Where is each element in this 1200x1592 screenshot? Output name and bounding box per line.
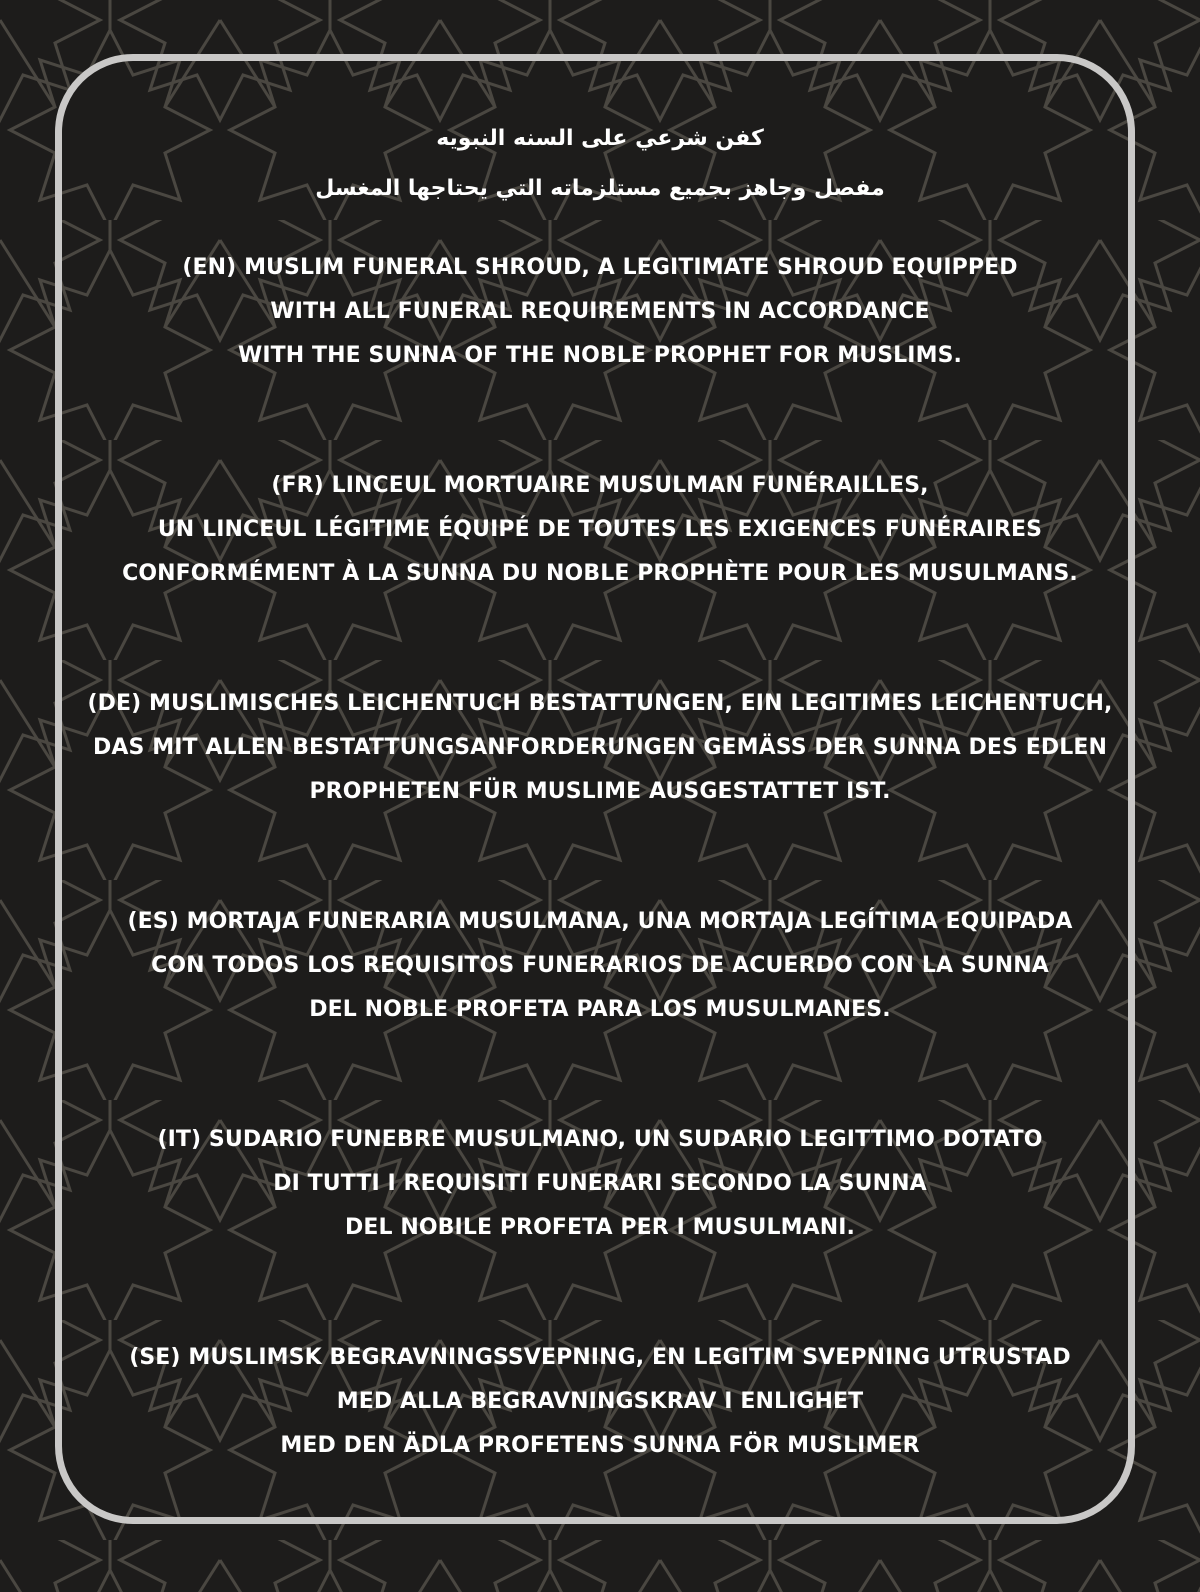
swedish-description <box>70 1336 1130 1468</box>
german-line-1: (DE) MUSLIMISCHES LEICHENTUCH BESTATTUNGEN, EIN LEGITIMES LEICHENTUCH, <box>87 691 1113 716</box>
arabic-title <box>70 114 1130 214</box>
german-line-3: PROPHETEN FÜR MUSLIME AUSGESTATTET IST. <box>309 779 891 804</box>
italian-line-2: DI TUTTI I REQUISITI FUNERARI SECONDO LA SUNNA <box>273 1171 927 1196</box>
italian-description <box>70 1118 1130 1250</box>
german-description <box>70 682 1130 814</box>
arabic-title-line-2: مفصل وجاهز بجميع مستلزماته التي يحتاجها المغسل <box>315 176 885 201</box>
italian-line-3: DEL NOBILE PROFETA PER I MUSULMANI. <box>344 1215 855 1240</box>
french-line-1: (FR) LINCEUL MORTUAIRE MUSULMAN FUNÉRAILLES, <box>271 473 929 498</box>
swedish-line-2: MED ALLA BEGRAVNINGSKRAV I ENLIGHET <box>336 1389 864 1414</box>
english-description <box>70 246 1130 378</box>
swedish-line-1: (SE) MUSLIMSK BEGRAVNINGSSVEPNING, EN LEGITIM SVEPNING UTRUSTAD <box>129 1345 1071 1370</box>
spanish-line-2: CON TODOS LOS REQUISITOS FUNERARIOS DE ACUERDO CON LA SUNNA <box>151 953 1049 978</box>
german-line-2: DAS MIT ALLEN BESTATTUNGSANFORDERUNGEN GEMÄSS DER SUNNA DES EDLEN <box>93 735 1107 760</box>
french-description <box>70 464 1130 596</box>
french-line-2: UN LINCEUL LÉGITIME ÉQUIPÉ DE TOUTES LES EXIGENCES FUNÉRAIRES <box>157 517 1043 542</box>
swedish-line-3: MED DEN ÄDLA PROFETENS SUNNA FÖR MUSLIMER <box>280 1433 920 1458</box>
spanish-description <box>70 900 1130 1032</box>
english-line-2: WITH ALL FUNERAL REQUIREMENTS IN ACCORDANCE <box>270 299 930 324</box>
french-line-3: CONFORMÉMENT À LA SUNNA DU NOBLE PROPHÈTE POUR LES MUSULMANS. <box>122 561 1078 586</box>
english-line-3: WITH THE SUNNA OF THE NOBLE PROPHET FOR MUSLIMS. <box>238 343 962 368</box>
spanish-line-1: (ES) MORTAJA FUNERARIA MUSULMANA, UNA MORTAJA LEGÍTIMA EQUIPADA <box>127 909 1073 934</box>
content-area <box>70 108 1130 1468</box>
spanish-line-3: DEL NOBLE PROFETA PARA LOS MUSULMANES. <box>309 997 891 1022</box>
english-line-1: (EN) MUSLIM FUNERAL SHROUD, A LEGITIMATE SHROUD EQUIPPED <box>182 255 1018 280</box>
arabic-title-line-1: كفن شرعي على السنه النبويه <box>436 126 764 151</box>
italian-line-1: (IT) SUDARIO FUNEBRE MUSULMANO, UN SUDARIO LEGITTIMO DOTATO <box>157 1127 1043 1152</box>
